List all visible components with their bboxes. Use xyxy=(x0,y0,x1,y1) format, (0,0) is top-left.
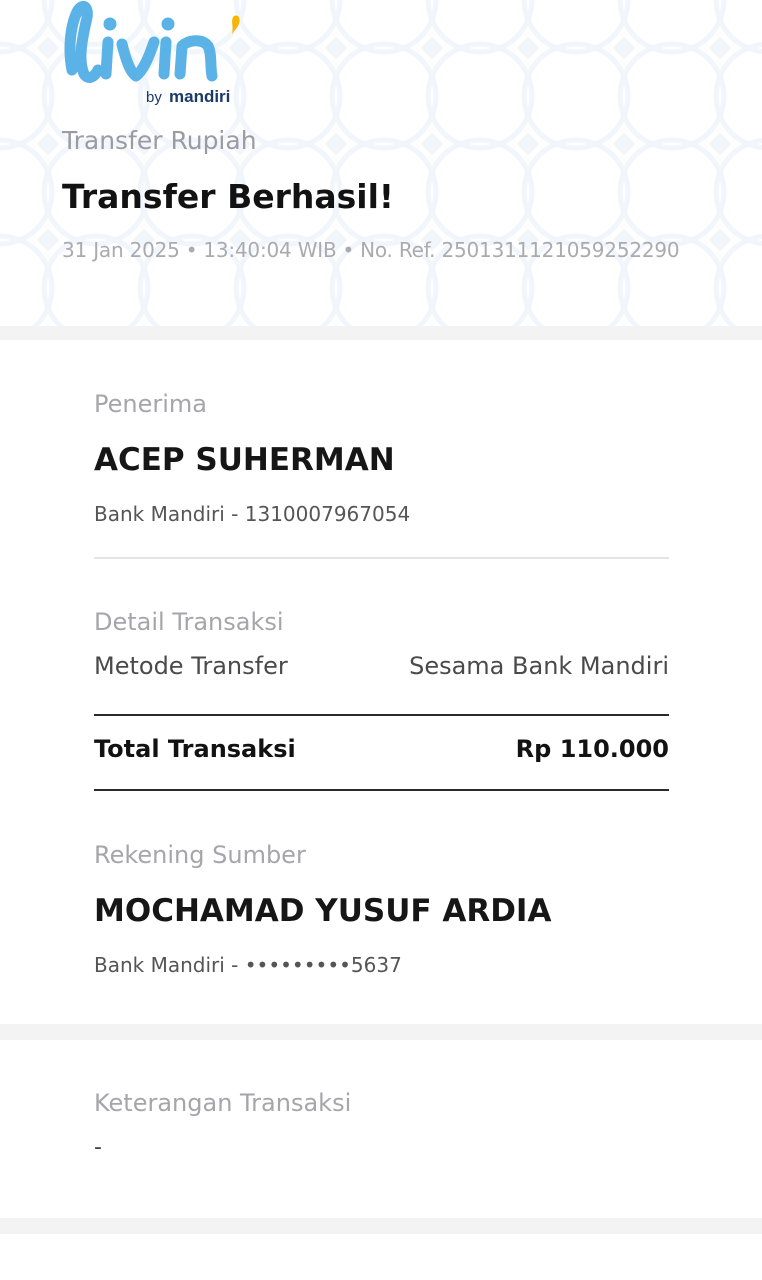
total-row xyxy=(94,735,669,763)
recipient-section xyxy=(94,390,669,526)
livin-mandiri-logo xyxy=(62,0,252,110)
svg-text:mandiri: mandiri xyxy=(169,87,231,106)
source-name: MOCHAMAD YUSUF ARDIA xyxy=(94,893,552,929)
recipient-account: Bank Mandiri - 1310007967054 xyxy=(94,502,411,526)
transaction-details-section xyxy=(94,608,669,680)
transaction-meta xyxy=(62,238,679,262)
section-divider xyxy=(0,326,762,340)
receipt-header xyxy=(0,0,762,326)
total-divider-bottom xyxy=(94,789,669,791)
meta-separator: • xyxy=(185,238,198,262)
note-label: Keterangan Transaksi xyxy=(94,1089,352,1117)
section-divider xyxy=(0,1024,762,1040)
total-divider-top xyxy=(94,714,669,716)
recipient-name: ACEP SUHERMAN xyxy=(94,442,395,478)
total-label: Total Transaksi xyxy=(94,735,296,763)
transaction-date: 31 Jan 2025 xyxy=(62,238,180,262)
source-account-section xyxy=(94,841,669,977)
transfer-method-row xyxy=(94,652,669,680)
meta-separator: • xyxy=(342,238,355,262)
transfer-method-value: Sesama Bank Mandiri xyxy=(409,652,669,680)
source-label: Rekening Sumber xyxy=(94,841,306,869)
total-amount: Rp 110.000 xyxy=(515,735,669,763)
transfer-status-title: Transfer Berhasil! xyxy=(62,177,394,216)
details-label: Detail Transaksi xyxy=(94,608,284,636)
transfer-method-label: Metode Transfer xyxy=(94,652,288,680)
divider xyxy=(94,557,669,559)
total-section xyxy=(94,735,669,763)
note-value: - xyxy=(94,1135,102,1160)
transfer-type-label: Transfer Rupiah xyxy=(62,126,257,155)
source-account: Bank Mandiri - •••••••••5637 xyxy=(94,953,402,977)
recipient-label: Penerima xyxy=(94,390,207,418)
reference-number: No. Ref. 2501311121059252290 xyxy=(360,238,680,262)
svg-text:by: by xyxy=(146,89,162,106)
transaction-note-section xyxy=(94,1089,669,1160)
section-divider xyxy=(0,1218,762,1234)
transaction-time: 13:40:04 WIB xyxy=(203,238,337,262)
